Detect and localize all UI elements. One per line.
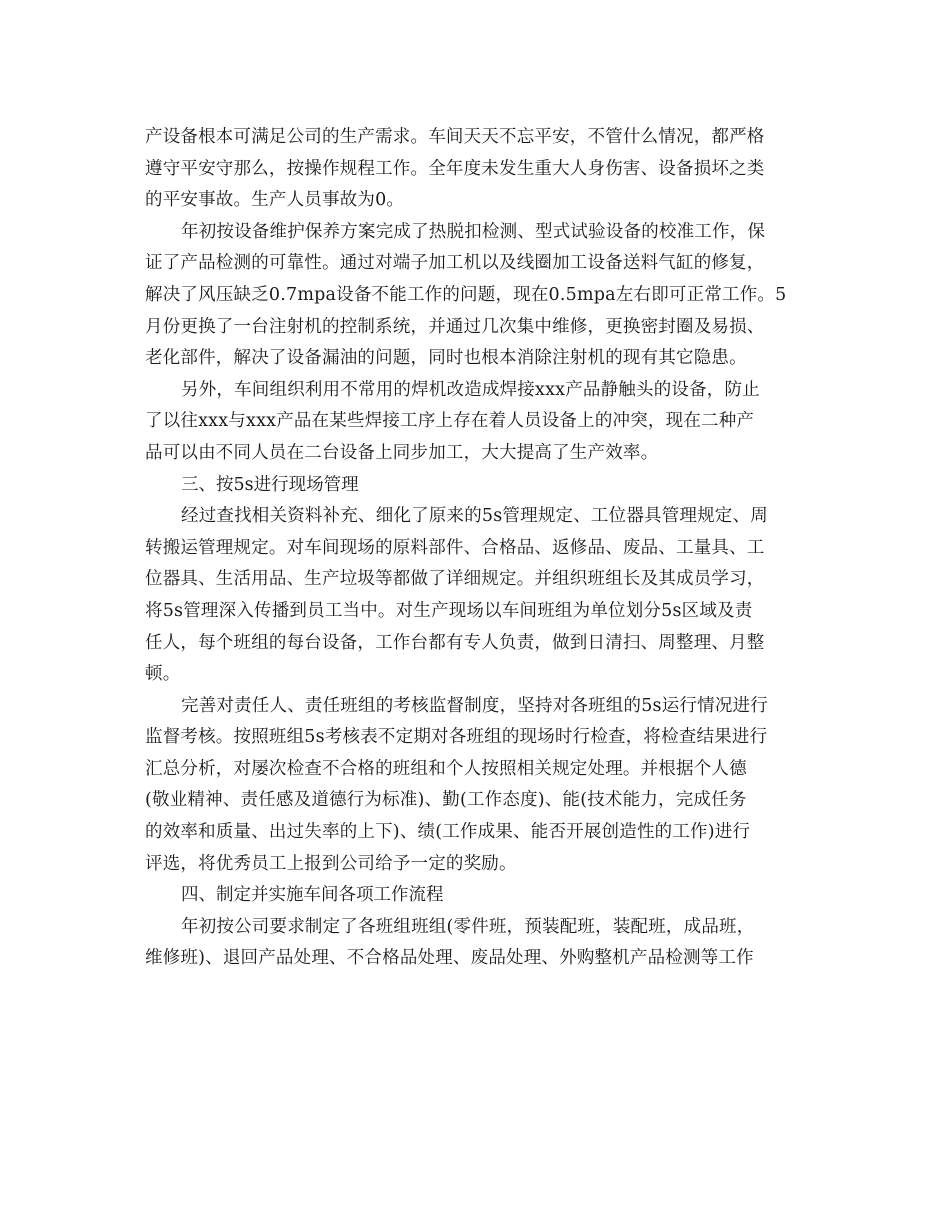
text-line: 年初按设备维护保养方案完成了热脱扣检测、型式试验设备的校准工作，保	[181, 221, 766, 242]
text-line: 评选，将优秀员工上报到公司给予一定的奖励。	[145, 853, 517, 874]
section-heading-5s: 三、按5s进行现场管理	[181, 474, 359, 495]
text-line: 将5s管理深入传播到员工当中。对生产现场以车间班组为单位划分5s区域及责	[145, 600, 753, 621]
text-line: 位器具、生活用品、生产垃圾等都做了详细规定。并组织班组长及其成员学习，	[145, 569, 765, 590]
paragraph-5s-assessment	[145, 691, 809, 881]
text-line: 证了产品检测的可靠性。通过对端子加工机以及线圈加工设备送料气缸的修复，	[145, 253, 765, 274]
text-line: 品可以由不同人员在二台设备上同步加工，大大提高了生产效率。	[145, 442, 659, 463]
text-line: 的平安事故。生产人员事故为0。	[145, 190, 405, 211]
text-line: 月份更换了一台注射机的控制系统，并通过几次集中维修，更换密封圈及易损、	[145, 316, 765, 337]
text-line: 了以往xxx与xxx产品在某些焊接工序上存在着人员设备上的冲突，现在二种产	[145, 411, 755, 432]
text-line: 经过查找相关资料补充、细化了原来的5s管理规定、工位器具管理规定、周	[181, 506, 768, 527]
section-heading-workflow: 四、制定并实施车间各项工作流程	[181, 885, 444, 906]
paragraph-safety	[145, 122, 809, 217]
paragraph-equipment-maintenance	[145, 217, 809, 375]
text-line: 顿。	[145, 664, 181, 685]
document-page	[145, 122, 809, 975]
text-line: 产设备根本可满足公司的生产需求。车间天天不忘平安，不管什么情况，都严格	[145, 127, 765, 147]
paragraph-workflow	[145, 912, 809, 975]
text-line: 遵守平安守那么，按操作规程工作。全年度未发生重大人身伤害、设备损坏之类	[145, 158, 765, 179]
paragraph-5s-rules	[145, 501, 809, 691]
text-line: 年初按公司要求制定了各班组班组(零件班，预装配班，装配班，成品班，	[181, 916, 755, 937]
text-line: 解决了风压缺乏0.7mpa设备不能工作的问题，现在0.5mpa左右即可正常工作。5	[145, 284, 787, 305]
text-line: 另外，车间组织利用不常用的焊机改造成焊接xxx产品静触头的设备，防止	[181, 379, 760, 400]
text-line: 转搬运管理规定。对车间现场的原料部件、合格品、返修品、废品、工量具、工	[145, 537, 765, 558]
text-line: 任人，每个班组的每台设备，工作台都有专人负责，做到日清扫、周整理、月整	[145, 632, 765, 653]
text-line: (敬业精神、责任感及道德行为标准)、勤(工作态度)、能(技术能力，完成任务	[145, 790, 747, 811]
text-line: 汇总分析，对屡次检查不合格的班组和个人按照相关规定处理。并根据个人德	[145, 758, 747, 779]
text-line: 的效率和质量、出过失率的上下)、绩(工作成果、能否开展创造性的工作)进行	[145, 822, 751, 843]
text-line: 老化部件，解决了设备漏油的问题，同时也根本消除注射机的现有其它隐患。	[145, 348, 747, 369]
text-line: 完善对责任人、责任班组的考核监督制度，坚持对各班组的5s运行情况进行	[181, 695, 768, 716]
paragraph-welding-retrofit	[145, 375, 809, 470]
text-line: 监督考核。按照班组5s考核表不定期对各班组的现场时行检查，将检查结果进行	[145, 727, 768, 748]
text-line: 维修班)、退回产品处理、不合格品处理、废品处理、外购整机产品检测等工作	[145, 948, 754, 969]
